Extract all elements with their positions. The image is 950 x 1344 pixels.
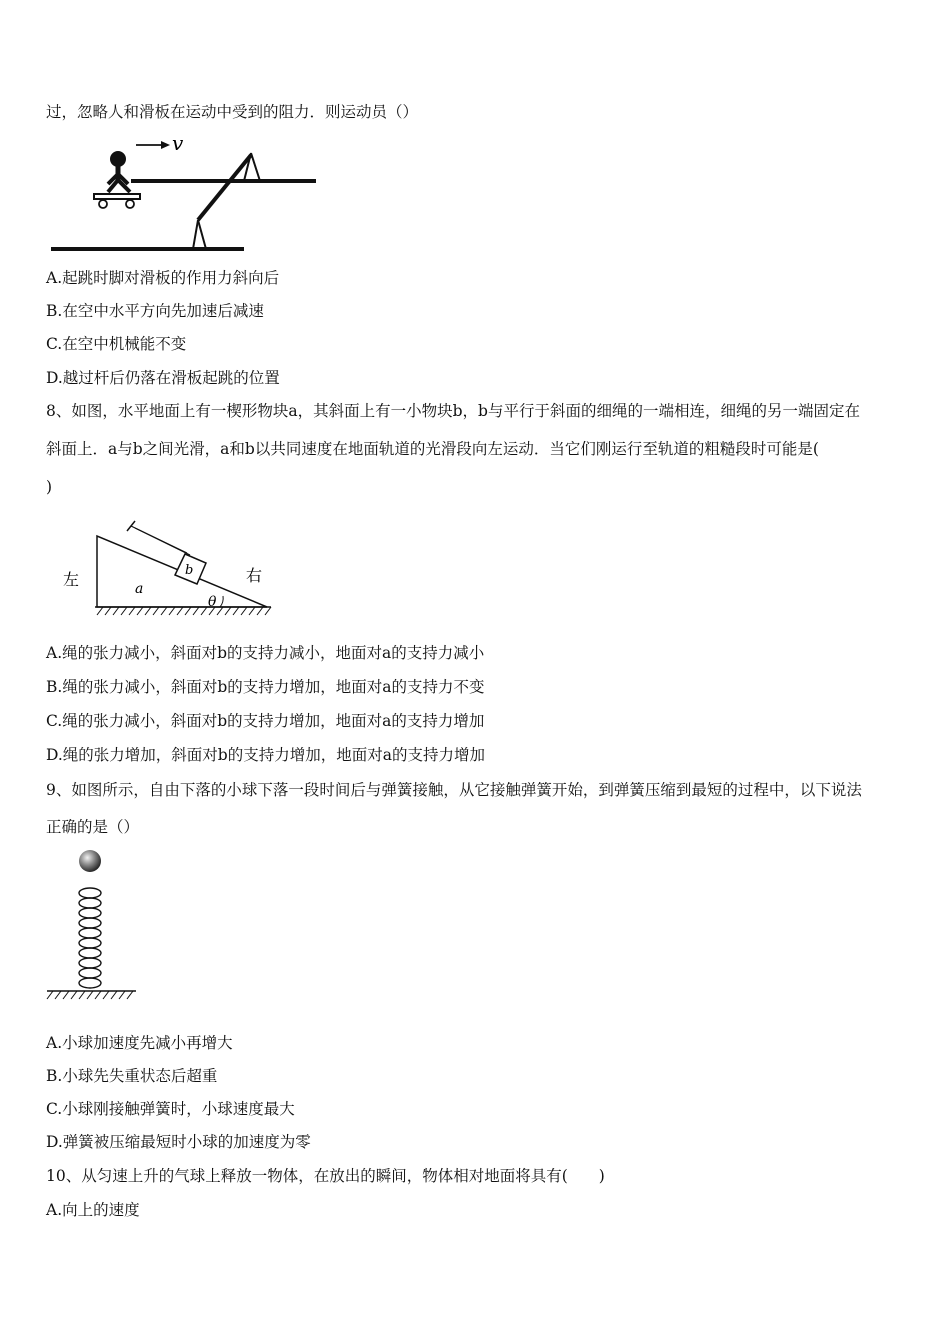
left-label: 左: [63, 570, 80, 589]
q7-option-d[interactable]: D.越过杆后仍落在滑板起跳的位置: [46, 369, 280, 387]
right-label: 右: [246, 566, 263, 585]
q9-figure-ball-spring: [44, 845, 142, 1005]
q8-figure-wedge: [55, 518, 280, 623]
q8-stem-line3: ): [46, 478, 53, 496]
q9-stem-line2: 正确的是（）: [46, 818, 140, 836]
q8-option-c[interactable]: C.绳的张力减小，斜面对b的支持力增加，地面对a的支持力增加: [46, 712, 485, 730]
q8-option-a[interactable]: A.绳的张力减小，斜面对b的支持力减小，地面对a的支持力减小: [46, 644, 485, 662]
q10-stem: 10、从匀速上升的气球上释放一物体，在放出的瞬间，物体相对地面将具有( ): [46, 1167, 605, 1185]
q7-option-c[interactable]: C.在空中机械能不变: [46, 335, 187, 353]
wedge-a-label: a: [135, 581, 144, 597]
q10-option-a[interactable]: A.向上的速度: [46, 1201, 140, 1219]
q7-option-a[interactable]: A.起跳时脚对滑板的作用力斜向后: [46, 269, 280, 287]
q9-option-c[interactable]: C.小球刚接触弹簧时，小球速度最大: [46, 1100, 295, 1118]
velocity-label: v: [172, 131, 184, 155]
theta-label: θ: [208, 594, 217, 610]
q8-stem-line2: 斜面上．a与b之间光滑，a和b以共同速度在地面轨道的光滑段向左运动．当它们刚运行至轨道的粗糙段时可能是(: [46, 440, 819, 458]
q7-stem-tail: 过，忽略人和滑板在运动中受到的阻力．则运动员（）: [46, 103, 419, 121]
q9-option-b[interactable]: B.小球先失重状态后超重: [46, 1067, 218, 1085]
q9-stem-line1: 9、如图所示，自由下落的小球下落一段时间后与弹簧接触，从它接触弹簧开始，到弹簧压缩到最短的过程中，以下说法: [46, 781, 862, 799]
q8-option-d[interactable]: D.绳的张力增加，斜面对b的支持力增加，地面对a的支持力增加: [46, 746, 485, 764]
q8-option-b[interactable]: B.绳的张力减小，斜面对b的支持力增加，地面对a的支持力不变: [46, 678, 485, 696]
q8-stem-line1: 8、如图，水平地面上有一楔形物块a，其斜面上有一小物块b，b与平行于斜面的细绳的一端相连，细绳的另一端固定在: [46, 402, 860, 420]
q7-option-b[interactable]: B.在空中水平方向先加速后减速: [46, 302, 264, 320]
q7-figure-skateboard: [48, 130, 323, 255]
q9-option-a[interactable]: A.小球加速度先减小再增大: [46, 1034, 233, 1052]
q9-option-d[interactable]: D.弹簧被压缩最短时小球的加速度为零: [46, 1133, 311, 1151]
block-b-label: b: [185, 563, 194, 578]
